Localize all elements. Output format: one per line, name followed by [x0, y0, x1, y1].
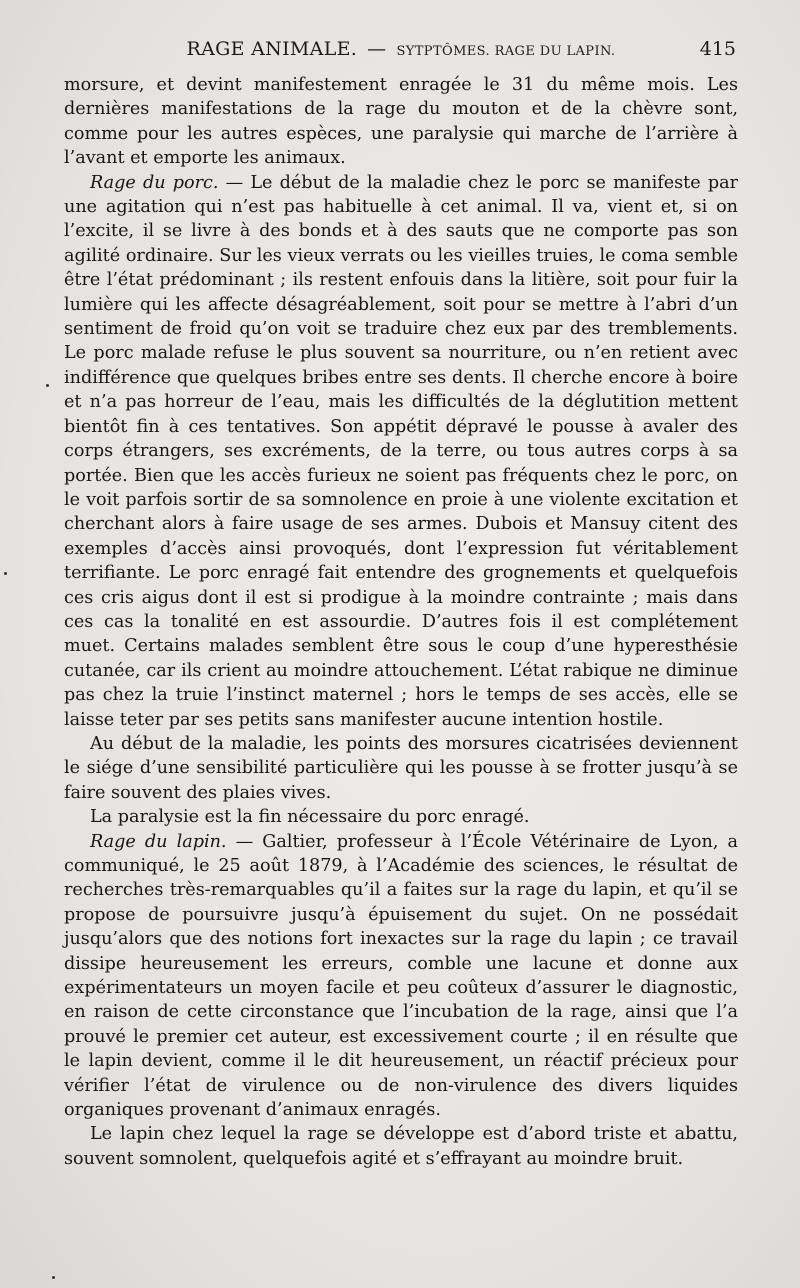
- paragraph-text: La paralysie est la fin nécessaire du porc enragé.: [90, 807, 530, 828]
- paragraph-6: [64, 1122, 738, 1171]
- paragraph-text: morsure, et devint manifestement enragée le 31 du même mois. Les dernières manifestations de la rage du mouton et de la chèvre sont, comme pour les autres espèces, une paralysie qui marche de l’arrière à l’avant et emporte les animaux.: [64, 75, 738, 169]
- header-title: [66, 38, 736, 60]
- paragraph-text: — Le début de la maladie chez le porc se manifeste par une agitation qui n’est pas habituelle à cet animal. Il va, vient et, si on l’excite, il se livre à des bonds et à des sauts que ne comporte pas son agilité ordinaire. Sur les vieux verrats ou les vieilles truies, le coma semble être l’état prédominant ; ils restent enfouis dans la litière, soit pour fuir la lumière qui les affecte désagréablement, soit pour se mettre à l’abri d’un sentiment de froid qu’on voit se traduire chez eux par des tremblements. Le porc malade refuse le plus souvent sa nourriture, ou n’en retient avec indifférence que quelques bribes entre ses dents. Il cherche encore à boire et n’a pas horreur de l’eau, mais les difficultés de la déglutition mettent bientôt fin à ces tentatives. Son appétit dépravé le pousse à avaler des corps étrangers, ses excréments, de la terre, ou tous autres corps à sa portée. Bien que les accès furieux ne soient pas fréquents chez le porc, on le voit parfois sortir de sa somnolence en proie à une violente excitation et cherchant alors à faire usage de ses armes. Dubois et Mansuy citent des exemples d’accès ainsi provoqués, dont l’expression fut véritablement terrifiante. Le porc enragé fait entendre des grognements et quelquefois ces cris aigus dont il est si prodigue à la moindre contrainte ; mais dans ces cas la tonalité en est assourdie. D’autres fois il est complétement muet. Certains malades semblent être sous le coup d’une hyperesthésie cutanée, car ils crient au moindre attouchement. L’état rabique ne diminue pas chez la truie l’instinct maternel ; hors le temps de ses accès, elle se laisse teter par ses petits sans manifester aucune intention hostile.: [64, 172, 738, 730]
- header-separator: —: [367, 38, 387, 60]
- body-text: [64, 73, 738, 1171]
- paragraph-rage-du-porc: [64, 171, 738, 732]
- page-number: 415: [699, 38, 736, 60]
- paragraph-text: Le lapin chez lequel la rage se développe est d’abord triste et abattu, souvent somnolent, quelquefois agité et s’effrayant au moindre bruit.: [64, 1124, 738, 1169]
- paragraph-1: [64, 73, 738, 171]
- running-header: [66, 38, 736, 68]
- section-lead-rage-du-porc: Rage du porc.: [90, 172, 219, 193]
- margin-mark: [4, 572, 7, 575]
- paragraph-3: [64, 732, 738, 805]
- paragraph-text: Au début de la maladie, les points des morsures cicatrisées deviennent le siége d’une sensibilité particulière qui les pousse à se frotter jusqu’à se faire souvent des plaies vives.: [64, 733, 738, 803]
- section-lead-rage-du-lapin: Rage du lapin.: [90, 831, 227, 852]
- paragraph-rage-du-lapin: [64, 830, 738, 1123]
- running-title: RAGE ANIMALE.: [186, 38, 358, 60]
- margin-mark: [52, 1276, 55, 1279]
- paragraph-4: [64, 805, 738, 829]
- paragraph-text: — Galtier, professeur à l’École Vétérinaire de Lyon, a communiqué, le 25 août 1879, à l’Académie des sciences, le résultat de recherches très-remarquables qu’il a faites sur la rage du lapin, et qu’il se propose de poursuivre jusqu’à épuisement du sujet. On ne possédait jusqu’alors que des notions fort inexactes sur la rage du lapin ; ce travail dissipe heureusement les erreurs, comble une lacune et donne aux expérimentateurs un moyen facile et peu coûteux d’assurer le diagnostic, en raison de cette circonstance que l’incubation de la rage, ainsi que l’a prouvé le premier cet auteur, est excessivement courte ; il en résulte que le lapin devient, comme il le dit heureusement, un réactif précieux pour vérifier l’état de virulence ou de non-virulence des divers liquides organiques provenant d’animaux enragés.: [64, 831, 739, 1121]
- margin-mark: [46, 384, 49, 387]
- header-subtitle: SYTPTÔMES. RAGE DU LAPIN.: [396, 44, 616, 59]
